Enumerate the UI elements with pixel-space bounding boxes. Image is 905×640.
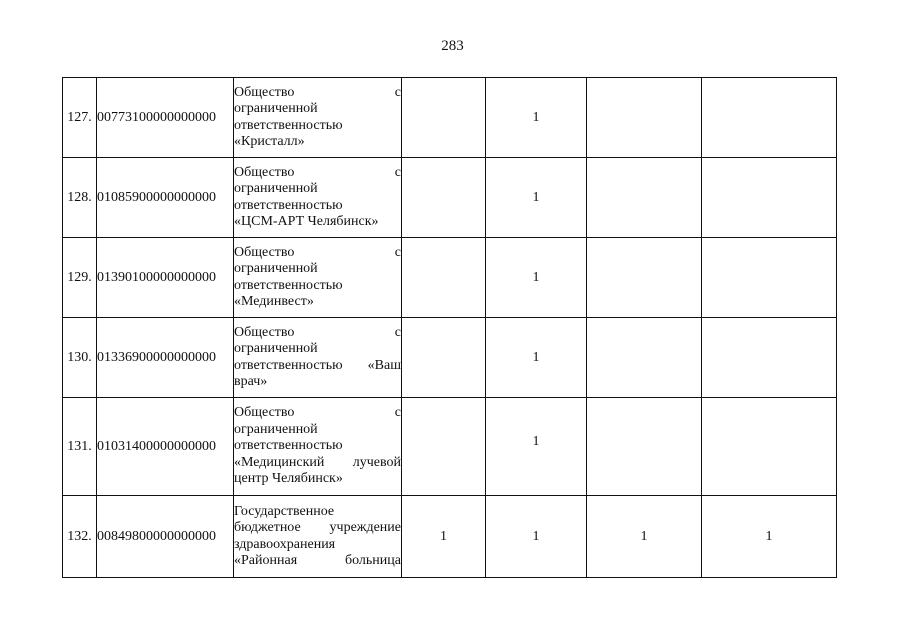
name-line: Общество с: [234, 324, 401, 340]
name-line: центр Челябинск»: [234, 471, 343, 487]
table-row: [63, 398, 837, 496]
value-cell-2: 1: [486, 238, 587, 318]
row-code: 01031400000000000: [97, 398, 234, 496]
value-cell-2: 1: [486, 318, 587, 398]
value-cell-3: [587, 238, 702, 318]
value-cell-2: [486, 398, 587, 496]
row-number: 132.: [63, 496, 97, 578]
value-cell-4: [702, 238, 837, 318]
name-line: здравоохранения: [234, 536, 336, 552]
name-line: ограниченной: [234, 421, 318, 437]
organization-name: [234, 158, 402, 238]
name-line: ответственностью: [234, 277, 343, 293]
name-line: бюджетное учреждение: [234, 520, 401, 535]
name-line: Общество с: [234, 164, 401, 180]
value-cell-3: [587, 78, 702, 158]
page-number: 283: [441, 38, 464, 54]
value-cell-3: [587, 318, 702, 398]
value-cell-4: [702, 158, 837, 238]
table-row: [63, 158, 837, 238]
value-cell-4: [702, 318, 837, 398]
value-cell-2: 1: [486, 158, 587, 238]
value-cell-3: 1: [587, 496, 702, 578]
value-cell-4: [702, 78, 837, 158]
organization-name: [234, 398, 402, 496]
name-line: ограниченной: [234, 341, 318, 356]
value-cell-1: [402, 398, 486, 496]
value-cell-3: [587, 398, 702, 496]
row-code: 00849800000000000: [97, 496, 234, 578]
name-line: ответственностью: [234, 438, 343, 454]
row-number: 130.: [63, 318, 97, 398]
value-cell-1: [402, 158, 486, 238]
name-line: Общество с: [234, 84, 401, 100]
name-line: «ЦСМ-АРТ Челябинск»: [234, 214, 379, 229]
row-number: 129.: [63, 238, 97, 318]
organization-name: [234, 496, 402, 578]
row-code: 01336900000000000: [97, 318, 234, 398]
value-cell-1: 1: [402, 496, 486, 578]
name-line: «Мединвест»: [234, 294, 314, 309]
organization-name: [234, 78, 402, 158]
row-number: 131.: [63, 398, 97, 496]
organization-name: [234, 238, 402, 318]
row-number: 127.: [63, 78, 97, 158]
value-cell-2: 1: [486, 78, 587, 158]
value-cell-1: [402, 78, 486, 158]
table-row: [63, 238, 837, 318]
value-cell-3: [587, 158, 702, 238]
name-line: «Кристалл»: [234, 134, 305, 149]
name-line: ограниченной: [234, 101, 318, 116]
name-line: Общество с: [234, 244, 401, 260]
organization-name: [234, 318, 402, 398]
name-line: «Районная больница: [234, 553, 401, 568]
name-line: ограниченной: [234, 261, 318, 276]
row-code: 01085900000000000: [97, 158, 234, 238]
value-cell-1: [402, 238, 486, 318]
registry-table: [62, 77, 837, 578]
name-line: Государственное: [234, 503, 335, 519]
name-line: «Медицинский лучевой: [234, 454, 401, 470]
name-line: ответственностью «Ваш: [234, 357, 401, 373]
row-code: 00773100000000000: [97, 78, 234, 158]
name-line: Общество с: [234, 405, 401, 421]
table-row: [63, 496, 837, 578]
row-number: 128.: [63, 158, 97, 238]
value-cell-1: [402, 318, 486, 398]
row-code: 01390100000000000: [97, 238, 234, 318]
value-text: 1: [532, 433, 540, 449]
name-line: ответственностью: [234, 117, 343, 133]
name-line: врач»: [234, 374, 268, 389]
value-cell-2: 1: [486, 496, 587, 578]
name-line: ответственностью: [234, 197, 343, 213]
value-cell-4: [702, 398, 837, 496]
table-row: [63, 318, 837, 398]
name-line: ограниченной: [234, 181, 318, 196]
table-row: [63, 78, 837, 158]
value-cell-4: 1: [702, 496, 837, 578]
